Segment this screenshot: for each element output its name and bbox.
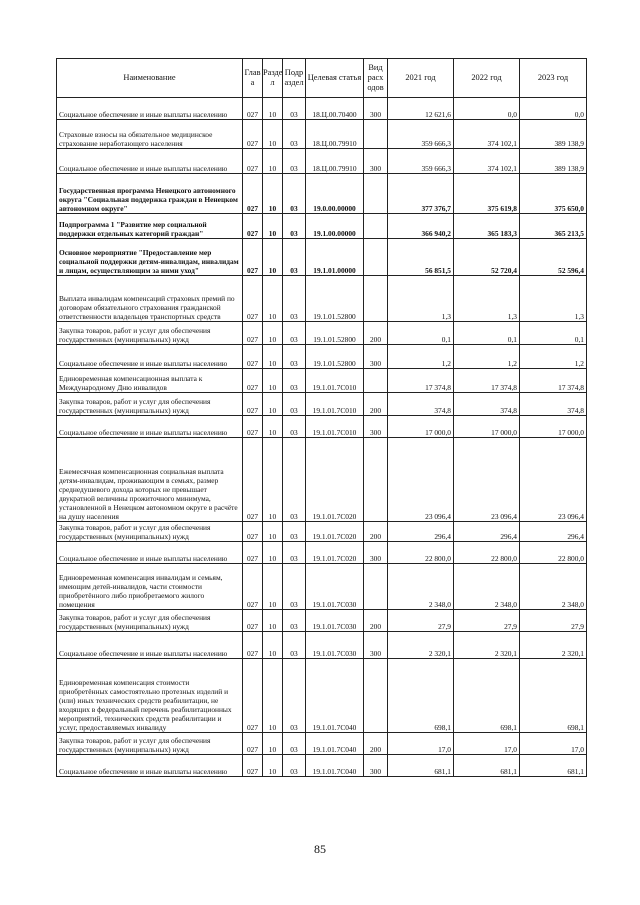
row-value-2022: 296,4 <box>454 522 520 542</box>
row-value-2021: 27,9 <box>388 610 454 632</box>
table-row <box>57 733 587 755</box>
row-name: Закупка товаров, работ и услуг для обеспечения государственных (муниципальных) нужд <box>57 610 243 632</box>
row-expense-type: 200 <box>364 322 388 345</box>
row-expense-type: 200 <box>364 733 388 755</box>
row-value-2023: 1,3 <box>520 276 587 322</box>
row-value-2022: 698,1 <box>454 659 520 733</box>
row-value-2022: 17 374,8 <box>454 369 520 393</box>
row-value-2021: 377 376,7 <box>388 174 454 214</box>
row-subsection: 03 <box>283 522 306 542</box>
row-value-2023: 52 596,4 <box>520 239 587 276</box>
row-article: 19.1.01.52800 <box>306 322 364 345</box>
table-row <box>57 276 587 322</box>
budget-table <box>56 58 587 777</box>
row-name: Закупка товаров, работ и услуг для обеспечения государственных (муниципальных) нужд <box>57 522 243 542</box>
row-expense-type <box>364 239 388 276</box>
row-section: 10 <box>263 564 283 610</box>
row-subsection: 03 <box>283 120 306 149</box>
row-name: Социальное обеспечение и иные выплаты населению <box>57 149 243 174</box>
table-row <box>57 149 587 174</box>
row-section: 10 <box>263 416 283 438</box>
row-subsection: 03 <box>283 369 306 393</box>
row-chapter: 027 <box>243 369 263 393</box>
row-value-2023: 375 650,0 <box>520 174 587 214</box>
header-name: Наименование <box>57 59 243 98</box>
table-row <box>57 369 587 393</box>
row-name: Социальное обеспечение и иные выплаты населению <box>57 416 243 438</box>
row-name: Ежемесячная компенсационная социальная выплата детям-инвалидам, проживающим в семьях, размер среднедушевого дохода которых не превышает двукратной величины прожиточного минимума, установленной в Ненецком автономном округе в расчёте на душу населения <box>57 438 243 522</box>
row-article: 19.1.00.00000 <box>306 214 364 239</box>
row-section: 10 <box>263 98 283 120</box>
table-header-row <box>57 59 587 98</box>
row-expense-type: 300 <box>364 345 388 369</box>
row-value-2023: 0,0 <box>520 98 587 120</box>
row-subsection: 03 <box>283 276 306 322</box>
row-name: Единовременная компенсация инвалидам и семьям, имеющим детей-инвалидов, части стоимости приобретённого либо приобретаемого жилого помещения <box>57 564 243 610</box>
header-expense-type: Вид расх одов <box>364 59 388 98</box>
table-row <box>57 214 587 239</box>
row-expense-type <box>364 214 388 239</box>
row-subsection: 03 <box>283 733 306 755</box>
row-expense-type: 200 <box>364 393 388 416</box>
table-body <box>57 98 587 777</box>
row-section: 10 <box>263 345 283 369</box>
table-row <box>57 522 587 542</box>
row-value-2021: 1,2 <box>388 345 454 369</box>
row-section: 10 <box>263 632 283 659</box>
row-value-2023: 389 138,9 <box>520 120 587 149</box>
row-name: Основное мероприятие "Предоставление мер социальной поддержки детям-инвалидам, инвалидам и лицам, осуществляющим за ними уход" <box>57 239 243 276</box>
row-value-2023: 0,1 <box>520 322 587 345</box>
row-value-2022: 374 102,1 <box>454 120 520 149</box>
row-value-2021: 2 348,0 <box>388 564 454 610</box>
row-article: 19.0.00.00000 <box>306 174 364 214</box>
row-expense-type <box>364 120 388 149</box>
row-subsection: 03 <box>283 345 306 369</box>
row-section: 10 <box>263 214 283 239</box>
row-chapter: 027 <box>243 174 263 214</box>
row-chapter: 027 <box>243 276 263 322</box>
row-name: Единовременная компенсационная выплата к Международному Дню инвалидов <box>57 369 243 393</box>
row-value-2022: 375 619,8 <box>454 174 520 214</box>
row-section: 10 <box>263 438 283 522</box>
row-expense-type <box>364 369 388 393</box>
row-name: Социальное обеспечение и иные выплаты населению <box>57 98 243 120</box>
row-article: 18.Ц.00.79910 <box>306 149 364 174</box>
row-chapter: 027 <box>243 733 263 755</box>
row-chapter: 027 <box>243 522 263 542</box>
table-row <box>57 345 587 369</box>
row-name: Социальное обеспечение и иные выплаты населению <box>57 542 243 564</box>
row-value-2022: 23 096,4 <box>454 438 520 522</box>
row-name: Закупка товаров, работ и услуг для обеспечения государственных (муниципальных) нужд <box>57 733 243 755</box>
row-name: Единовременная компенсация стоимости приобретённых самостоятельно протезных изделий и (или) иных технических средств реабилитации, не входящих в федеральный перечень реабилитационных мероприятий, технических средств реабилитации и услуг, предоставляемых инвалиду <box>57 659 243 733</box>
row-article: 19.1.01.7С020 <box>306 522 364 542</box>
row-name: Закупка товаров, работ и услуг для обеспечения государственных (муниципальных) нужд <box>57 322 243 345</box>
header-section: Разде л <box>263 59 283 98</box>
row-subsection: 03 <box>283 564 306 610</box>
row-value-2022: 52 720,4 <box>454 239 520 276</box>
row-section: 10 <box>263 610 283 632</box>
row-value-2022: 365 183,3 <box>454 214 520 239</box>
row-article: 18.Ц.00.70400 <box>306 98 364 120</box>
row-value-2023: 17 000,0 <box>520 416 587 438</box>
row-value-2021: 12 621,6 <box>388 98 454 120</box>
row-value-2022: 0,1 <box>454 322 520 345</box>
table-row <box>57 610 587 632</box>
table-row <box>57 322 587 345</box>
row-chapter: 027 <box>243 120 263 149</box>
row-section: 10 <box>263 322 283 345</box>
row-subsection: 03 <box>283 393 306 416</box>
row-value-2021: 698,1 <box>388 659 454 733</box>
row-value-2021: 17 374,8 <box>388 369 454 393</box>
header-subsection: Подр аздел <box>283 59 306 98</box>
row-section: 10 <box>263 174 283 214</box>
row-subsection: 03 <box>283 416 306 438</box>
row-chapter: 027 <box>243 214 263 239</box>
row-section: 10 <box>263 149 283 174</box>
table-row <box>57 632 587 659</box>
row-chapter: 027 <box>243 659 263 733</box>
row-value-2021: 2 320,1 <box>388 632 454 659</box>
row-value-2022: 0,0 <box>454 98 520 120</box>
row-expense-type: 300 <box>364 755 388 777</box>
row-value-2023: 17,0 <box>520 733 587 755</box>
table-row <box>57 755 587 777</box>
table-row <box>57 239 587 276</box>
row-article: 19.1.01.7С020 <box>306 438 364 522</box>
table-row <box>57 542 587 564</box>
row-expense-type <box>364 659 388 733</box>
row-value-2022: 2 348,0 <box>454 564 520 610</box>
table-row <box>57 174 587 214</box>
row-expense-type: 300 <box>364 98 388 120</box>
row-expense-type: 300 <box>364 542 388 564</box>
row-value-2021: 296,4 <box>388 522 454 542</box>
row-value-2022: 374,8 <box>454 393 520 416</box>
row-name: Выплата инвалидам компенсаций страховых премий по договорам обязательного страхования гражданской ответственности владельцев транспортных средств <box>57 276 243 322</box>
row-article: 18.Ц.00.79910 <box>306 120 364 149</box>
row-chapter: 027 <box>243 564 263 610</box>
row-article: 19.1.01.7С040 <box>306 733 364 755</box>
row-subsection: 03 <box>283 174 306 214</box>
row-value-2021: 359 666,3 <box>388 149 454 174</box>
row-value-2021: 17 000,0 <box>388 416 454 438</box>
row-expense-type <box>364 276 388 322</box>
table-row <box>57 98 587 120</box>
row-chapter: 027 <box>243 393 263 416</box>
row-section: 10 <box>263 755 283 777</box>
row-chapter: 027 <box>243 755 263 777</box>
row-section: 10 <box>263 393 283 416</box>
row-value-2021: 1,3 <box>388 276 454 322</box>
row-value-2023: 389 138,9 <box>520 149 587 174</box>
row-chapter: 027 <box>243 345 263 369</box>
row-value-2022: 681,1 <box>454 755 520 777</box>
row-value-2021: 23 096,4 <box>388 438 454 522</box>
row-expense-type <box>364 438 388 522</box>
row-subsection: 03 <box>283 632 306 659</box>
row-expense-type: 300 <box>364 416 388 438</box>
row-value-2022: 27,9 <box>454 610 520 632</box>
table-row <box>57 438 587 522</box>
row-article: 19.1.01.7С040 <box>306 659 364 733</box>
page-number: 85 <box>314 842 326 856</box>
row-article: 19.1.01.7С020 <box>306 542 364 564</box>
row-name: Социальное обеспечение и иные выплаты населению <box>57 345 243 369</box>
row-subsection: 03 <box>283 98 306 120</box>
row-value-2023: 365 213,5 <box>520 214 587 239</box>
row-chapter: 027 <box>243 239 263 276</box>
row-expense-type <box>364 174 388 214</box>
row-value-2023: 1,2 <box>520 345 587 369</box>
row-name: Социальное обеспечение и иные выплаты населению <box>57 755 243 777</box>
row-value-2021: 56 851,5 <box>388 239 454 276</box>
header-chapter: Глав а <box>243 59 263 98</box>
header-article: Целевая статья <box>306 59 364 98</box>
row-section: 10 <box>263 120 283 149</box>
row-section: 10 <box>263 369 283 393</box>
row-section: 10 <box>263 733 283 755</box>
row-name: Закупка товаров, работ и услуг для обеспечения государственных (муниципальных) нужд <box>57 393 243 416</box>
row-value-2022: 2 320,1 <box>454 632 520 659</box>
row-chapter: 027 <box>243 610 263 632</box>
row-expense-type: 200 <box>364 610 388 632</box>
row-expense-type: 300 <box>364 632 388 659</box>
row-value-2021: 17,0 <box>388 733 454 755</box>
row-subsection: 03 <box>283 659 306 733</box>
row-article: 19.1.01.7С010 <box>306 369 364 393</box>
row-subsection: 03 <box>283 755 306 777</box>
row-expense-type <box>364 564 388 610</box>
row-section: 10 <box>263 522 283 542</box>
header-2023: 2023 год <box>520 59 587 98</box>
row-value-2022: 22 800,0 <box>454 542 520 564</box>
row-value-2023: 23 096,4 <box>520 438 587 522</box>
row-chapter: 027 <box>243 542 263 564</box>
row-subsection: 03 <box>283 438 306 522</box>
row-value-2021: 681,1 <box>388 755 454 777</box>
table-row <box>57 120 587 149</box>
row-article: 19.1.01.7С010 <box>306 416 364 438</box>
row-value-2022: 374 102,1 <box>454 149 520 174</box>
row-subsection: 03 <box>283 610 306 632</box>
row-section: 10 <box>263 239 283 276</box>
row-article: 19.1.01.7С030 <box>306 632 364 659</box>
row-expense-type: 300 <box>364 149 388 174</box>
table-row <box>57 659 587 733</box>
row-article: 19.1.01.00000 <box>306 239 364 276</box>
row-chapter: 027 <box>243 322 263 345</box>
row-article: 19.1.01.7С040 <box>306 755 364 777</box>
table-row <box>57 393 587 416</box>
row-subsection: 03 <box>283 214 306 239</box>
row-section: 10 <box>263 276 283 322</box>
row-chapter: 027 <box>243 416 263 438</box>
header-2021: 2021 год <box>388 59 454 98</box>
row-section: 10 <box>263 659 283 733</box>
row-value-2022: 1,3 <box>454 276 520 322</box>
row-article: 19.1.01.52800 <box>306 345 364 369</box>
row-value-2022: 17,0 <box>454 733 520 755</box>
table-row <box>57 564 587 610</box>
row-value-2023: 296,4 <box>520 522 587 542</box>
row-value-2023: 374,8 <box>520 393 587 416</box>
row-value-2023: 2 348,0 <box>520 564 587 610</box>
row-chapter: 027 <box>243 149 263 174</box>
row-name: Государственная программа Ненецкого автономного округа "Социальная поддержка граждан в Ненецком автономном округе" <box>57 174 243 214</box>
row-name: Страховые взносы на обязательное медицинское страхование неработающего населения <box>57 120 243 149</box>
row-value-2023: 27,9 <box>520 610 587 632</box>
row-value-2021: 374,8 <box>388 393 454 416</box>
row-article: 19.1.01.52800 <box>306 276 364 322</box>
row-value-2021: 359 666,3 <box>388 120 454 149</box>
row-subsection: 03 <box>283 542 306 564</box>
row-expense-type: 200 <box>364 522 388 542</box>
table-row <box>57 416 587 438</box>
row-value-2021: 366 940,2 <box>388 214 454 239</box>
row-article: 19.1.01.7С030 <box>306 610 364 632</box>
row-value-2023: 698,1 <box>520 659 587 733</box>
row-value-2021: 0,1 <box>388 322 454 345</box>
row-section: 10 <box>263 542 283 564</box>
row-subsection: 03 <box>283 149 306 174</box>
row-article: 19.1.01.7С030 <box>306 564 364 610</box>
row-value-2022: 17 000,0 <box>454 416 520 438</box>
header-2022: 2022 год <box>454 59 520 98</box>
row-value-2023: 681,1 <box>520 755 587 777</box>
row-chapter: 027 <box>243 98 263 120</box>
row-subsection: 03 <box>283 239 306 276</box>
row-name: Социальное обеспечение и иные выплаты населению <box>57 632 243 659</box>
row-subsection: 03 <box>283 322 306 345</box>
row-chapter: 027 <box>243 438 263 522</box>
row-value-2023: 17 374,8 <box>520 369 587 393</box>
row-value-2022: 1,2 <box>454 345 520 369</box>
row-name: Подпрограмма 1 "Развитие мер социальной поддержки отдельных категорий граждан" <box>57 214 243 239</box>
row-article: 19.1.01.7С010 <box>306 393 364 416</box>
row-value-2023: 2 320,1 <box>520 632 587 659</box>
row-value-2021: 22 800,0 <box>388 542 454 564</box>
row-chapter: 027 <box>243 632 263 659</box>
row-value-2023: 22 800,0 <box>520 542 587 564</box>
